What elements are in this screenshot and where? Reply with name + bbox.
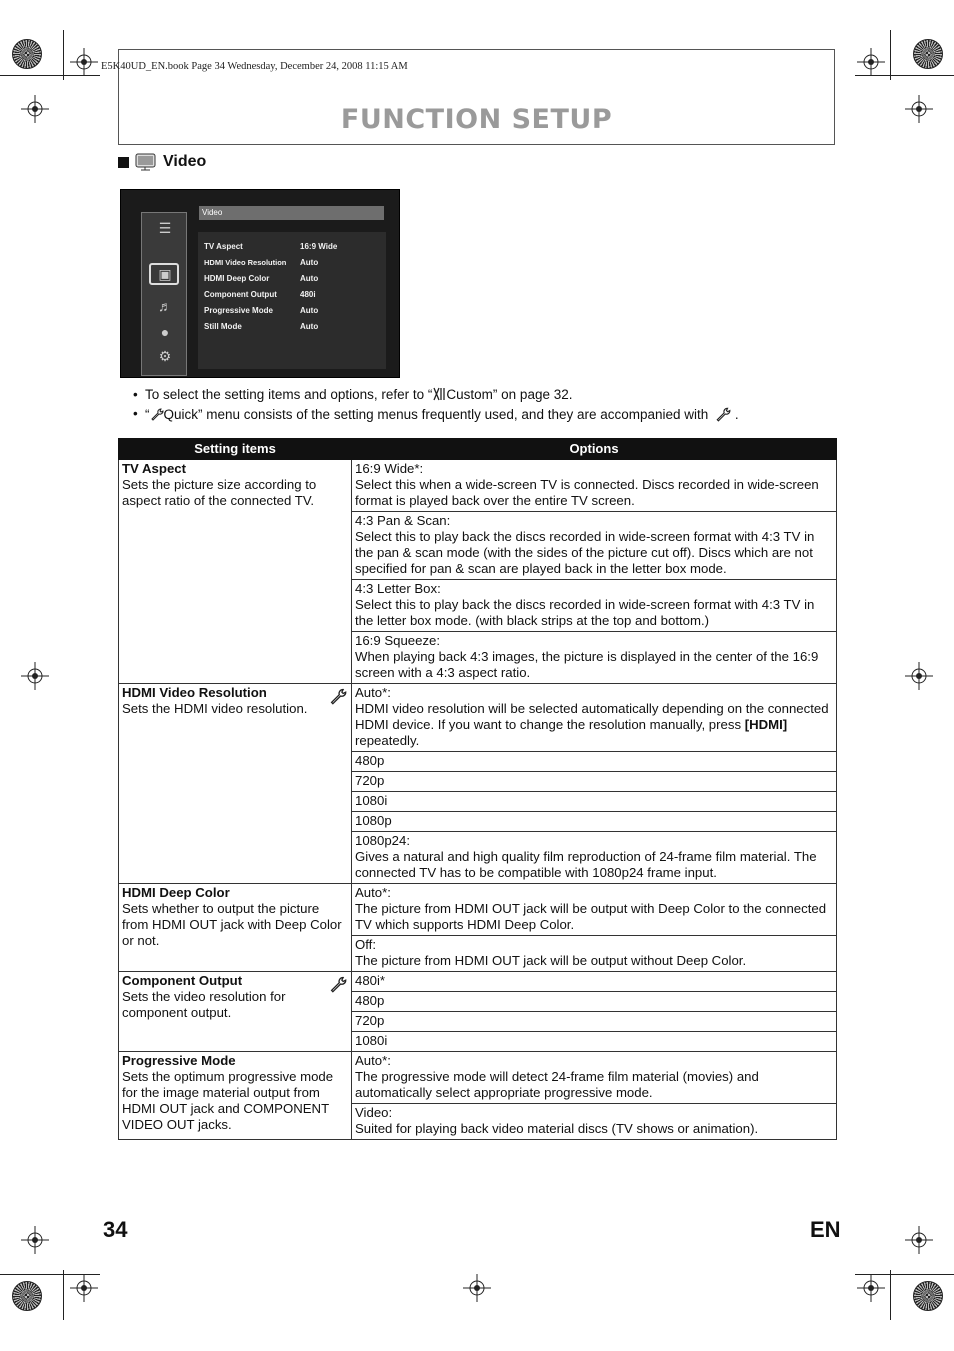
crosshair-icon: [70, 48, 98, 76]
crosshair-icon: [905, 1226, 933, 1254]
crosshair-icon: [857, 1274, 885, 1302]
crosshair-icon: [21, 662, 49, 690]
table-row: [119, 684, 837, 752]
column-header: Options: [352, 439, 837, 460]
note-quick: • “ Quick” menu consists of the setting menus frequently used, and they are accompanied with .: [133, 406, 739, 422]
option-cell: Video: Suited for playing back video material discs (TV shows or animation).: [352, 1104, 837, 1140]
setting-item-name: TV Aspect: [122, 461, 186, 476]
option-cell: 1080i: [352, 792, 837, 812]
note-text: “: [145, 407, 150, 422]
crosshair-icon: [463, 1274, 491, 1302]
wrench-icon: [715, 406, 731, 422]
menu-row-value: Auto: [300, 306, 319, 315]
menu-row: [204, 290, 384, 299]
menu-row-label: TV Aspect: [204, 242, 243, 251]
registration-dial-icon: [913, 39, 943, 69]
custom-tools-icon: [432, 387, 446, 401]
note-text: To select the setting items and options, refer to “: [145, 387, 433, 402]
language-label: EN: [810, 1217, 841, 1242]
setting-item-cell: [119, 684, 352, 884]
table-row: [119, 884, 837, 936]
column-header: Setting items: [119, 439, 352, 460]
page-number: 34: [103, 1217, 128, 1242]
option-cell: 720p: [352, 1012, 837, 1032]
registration-dial-icon: [913, 1281, 943, 1311]
option-cell: 480p: [352, 752, 837, 772]
book-info: E5K40UD_EN.book Page 34 Wednesday, December 24, 2008 11:15 AM: [101, 61, 408, 72]
option-cell: 4:3 Pan & Scan: Select this to play back the discs recorded in wide-screen format with 4:3 TV in the pan & scan mode (with the sides of the picture cut off). Discs which are not specified for pan & scan are played back in the letter box mode.: [352, 512, 837, 580]
setting-item-name: Progressive Mode: [122, 1053, 236, 1068]
note-text: .: [734, 407, 739, 422]
setting-item-desc: Sets whether to output the picture from HDMI OUT jack with Deep Color or not.: [122, 901, 342, 948]
menu-row-value: 16:9 Wide: [300, 242, 338, 251]
option-cell: 480p: [352, 992, 837, 1012]
option-cell: 4:3 Letter Box: Select this to play back the discs recorded in wide-screen format with 4:3 TV in the letter box mode. (with black strips at the top and bottom.): [352, 580, 837, 632]
option-cell: 1080p: [352, 812, 837, 832]
setting-item-cell: [119, 460, 352, 684]
menu-row-label: Still Mode: [204, 322, 242, 331]
note-text: Quick” menu consists of the setting menus frequently used, and they are accompanied with: [163, 407, 709, 422]
menu-row: [204, 322, 384, 331]
bullet-square-icon: [118, 157, 129, 168]
option-cell: 1080p24: Gives a natural and high quality film reproduction of 24-frame film material. The connected TV has to be compatible with 1080p24 frame input.: [352, 832, 837, 884]
crosshair-icon: [70, 1274, 98, 1302]
wrench-icon: [150, 407, 164, 421]
option-cell: 16:9 Wide*: Select this when a wide-screen TV is connected. Discs recorded in wide-screen format is played back over the entire TV screen.: [352, 460, 837, 512]
crosshair-icon: [21, 95, 49, 123]
option-cell: 16:9 Squeeze: When playing back 4:3 images, the picture is displayed in the center of the 16:9 screen with a 4:3 aspect ratio.: [352, 632, 837, 684]
option-cell: Auto*: HDMI video resolution will be selected automatically depending on the connected HDMI device. If you want to change the resolution manually, press [HDMI] repeatedly.: [352, 684, 837, 752]
option-cell: 480i*: [352, 972, 837, 992]
setting-item-name: HDMI Deep Color: [122, 885, 230, 900]
quick-menu-icon: ☰: [158, 220, 172, 236]
setting-item-name: Component Output: [122, 973, 243, 988]
setting-item-name: HDMI Video Resolution: [122, 685, 267, 700]
note-text: Custom” on page 32.: [446, 387, 573, 402]
setting-item-cell: [119, 1052, 352, 1140]
table-row: [119, 972, 837, 992]
menu-row-value: Auto: [300, 322, 319, 331]
table-body: [119, 460, 837, 1140]
setting-item-cell: [119, 884, 352, 972]
video-monitor-icon: [135, 152, 157, 172]
option-cell: Off: The picture from HDMI OUT jack will be output without Deep Color.: [352, 936, 837, 972]
menu-row: [204, 306, 384, 315]
menu-row-value: Auto: [300, 258, 319, 267]
menu-sidebar: [141, 212, 187, 376]
crosshair-icon: [21, 1226, 49, 1254]
section-title: Video: [163, 153, 207, 170]
menu-row: [204, 242, 384, 251]
menu-row-value: Auto: [300, 274, 319, 283]
crosshair-icon: [857, 48, 885, 76]
setup-menu-screenshot: [120, 189, 400, 378]
table-row: [119, 1052, 837, 1104]
registration-dial-icon: [12, 1281, 42, 1311]
menu-row: [204, 258, 384, 267]
wrench-icon: [329, 975, 347, 993]
table-header-row: [119, 439, 837, 460]
page-title: FUNCTION SETUP: [340, 104, 613, 135]
option-cell: 1080i: [352, 1032, 837, 1052]
setting-item-desc: Sets the picture size according to aspect ratio of the connected TV.: [122, 477, 317, 508]
video-monitor-icon: ▣: [158, 266, 172, 282]
setting-item-desc: Sets the video resolution for component output.: [122, 989, 286, 1020]
setting-item-desc: Sets the optimum progressive mode for the image material output from HDMI OUT jack and COMPONENT VIDEO OUT jacks.: [122, 1069, 334, 1132]
menu-row-label: Progressive Mode: [204, 306, 273, 315]
note-custom: • To select the setting items and options, refer to “ Custom” on page 32.: [133, 387, 573, 402]
lock-icon: ●: [160, 324, 170, 340]
menu-row-label: Component Output: [204, 290, 277, 299]
option-cell: 720p: [352, 772, 837, 792]
crosshair-icon: [905, 95, 933, 123]
gear-icon: ⚙: [158, 348, 172, 364]
option-cell: Auto*: The picture from HDMI OUT jack will be output with Deep Color to the connected TV which supports HDMI Deep Color.: [352, 884, 837, 936]
wrench-icon: [329, 687, 347, 705]
registration-dial-icon: [12, 39, 42, 69]
menu-panel: [198, 232, 386, 369]
menu-row-label: HDMI Deep Color: [204, 274, 270, 283]
section-heading: [118, 152, 206, 172]
menu-row-value: 480i: [300, 290, 316, 299]
table-row: [119, 460, 837, 512]
option-cell: Auto*: The progressive mode will detect 24-frame film material (movies) and automatically select appropriate progressive mode.: [352, 1052, 837, 1104]
setting-item-cell: [119, 972, 352, 1052]
settings-table: [118, 438, 837, 1140]
menu-row-label: HDMI Video Resolution: [204, 258, 287, 267]
setting-item-desc: Sets the HDMI video resolution.: [122, 701, 308, 716]
crosshair-icon: [905, 662, 933, 690]
menu-row: [204, 274, 384, 283]
audio-icon: ♬: [158, 298, 172, 314]
menu-title: Video: [199, 206, 384, 220]
